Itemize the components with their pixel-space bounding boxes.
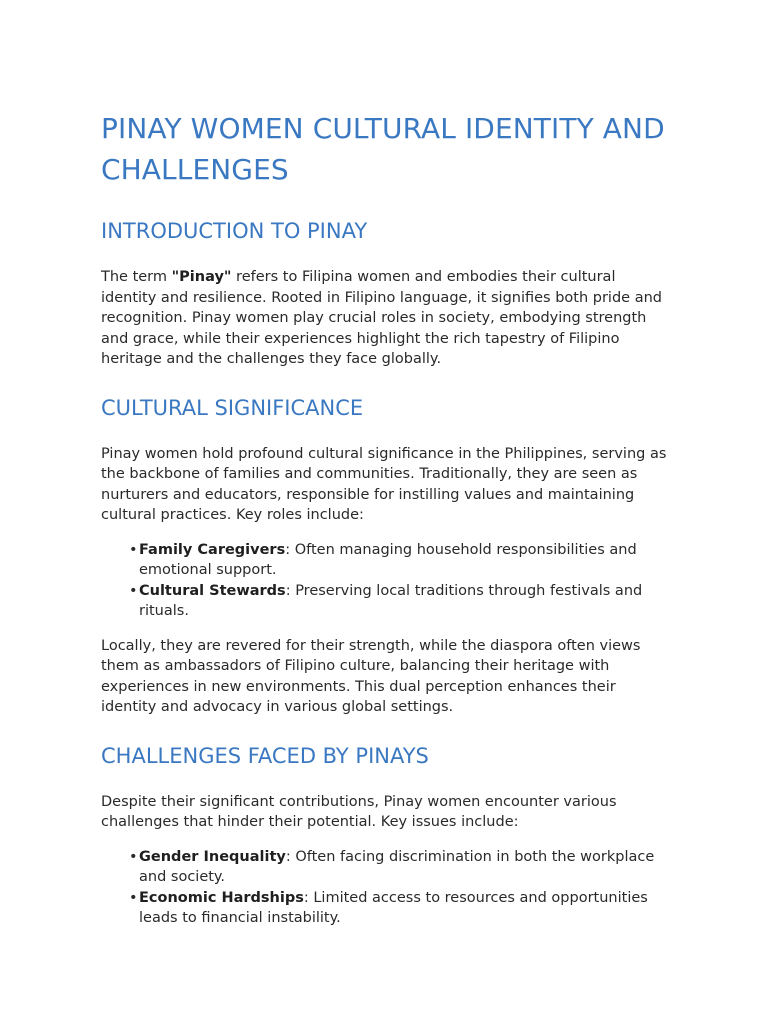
list-item-text: : Often facing discrimination in both the workplace and society.	[139, 848, 655, 885]
list-item-text: : Preserving local traditions through festivals and rituals.	[139, 582, 643, 619]
list-item	[129, 847, 670, 888]
cultural-roles-list	[101, 540, 670, 622]
section-heading-introduction: INTRODUCTION TO PINAY	[101, 219, 368, 243]
intro-text-rest: refers to Filipina women and embodies their cultural identity and resilience. Rooted in Filipino language, it signifies both pride and recognition. Pinay women play crucial roles in society, embodying strength and grace, while their experiences highlight the rich tapestry of Filipino heritage and the challenges they face globally.	[101, 269, 662, 367]
introduction-paragraph	[101, 267, 670, 370]
cultural-paragraph-2: Locally, they are revered for their strength, while the diaspora often views them as ambassadors of Filipino culture, balancing their heritage with experiences in new environments. This dual perception enhances their identity and advocacy in various global settings.	[101, 637, 641, 715]
list-item	[129, 540, 670, 581]
challenges-paragraph: Despite their significant contributions, Pinay women encounter various challenges that hinder their potential. Key issues include:	[101, 793, 617, 830]
intro-text-start: The term	[101, 269, 172, 285]
list-item-term: Family Caregivers	[139, 541, 286, 558]
challenges-list	[101, 847, 670, 929]
list-item	[129, 581, 670, 622]
document-title: PINAY WOMEN CULTURAL IDENTITY AND CHALLENGES	[101, 112, 665, 186]
section-heading-cultural-significance: CULTURAL SIGNIFICANCE	[101, 395, 364, 420]
section-heading-challenges: CHALLENGES FACED BY PINAYS	[101, 743, 429, 768]
cultural-paragraph-1: Pinay women hold profound cultural significance in the Philippines, serving as the backbone of families and communities. Traditionally, they are seen as nurturers and educators, responsible for instilling values and maintaining cultural practices. Key roles include:	[101, 445, 667, 523]
intro-term-pinay: "Pinay"	[171, 269, 232, 285]
list-item-term: Cultural Stewards	[139, 582, 286, 599]
list-item-term: Gender Inequality	[139, 848, 286, 865]
list-item-text: : Limited access to resources and opportunities leads to financial instability.	[139, 889, 648, 926]
list-item-text: : Often managing household responsibilities and emotional support.	[139, 541, 637, 578]
list-item	[129, 888, 670, 929]
list-item-term: Economic Hardships	[139, 889, 304, 906]
